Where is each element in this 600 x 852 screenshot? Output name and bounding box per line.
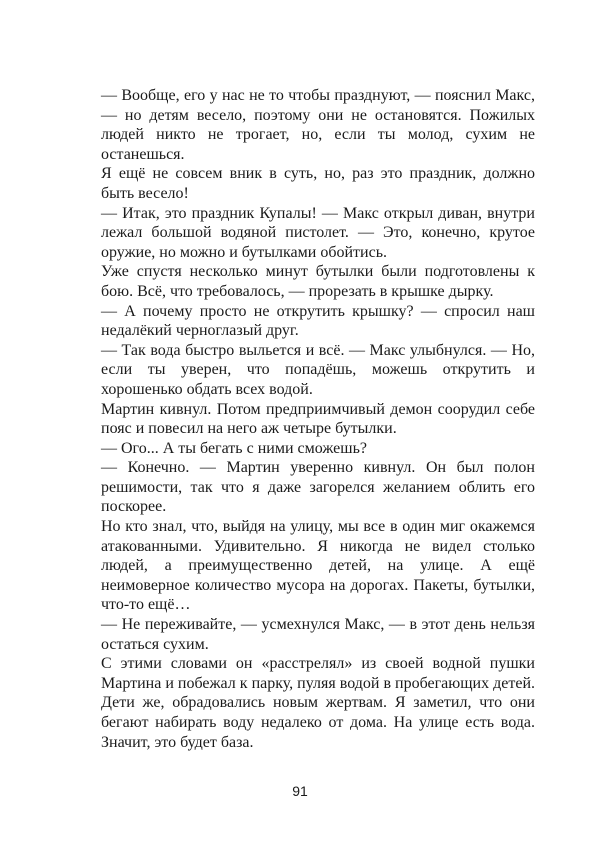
paragraph: — Вообще, его у нас не то чтобы празднуют, — пояснил Макс, — но детям весело, поэтому они не остановятся. Пожилых людей никто не трогает, но, если ты молод, сухим не останешься. [101, 87, 535, 163]
paragraph: Уже спустя несколько минут бутылки были подготовлены к бою. Всё, что требовалось, — прорезать в крышке дырку. [101, 263, 535, 300]
paragraph: — Итак, это праздник Купалы! — Макс открыл диван, внутри лежал большой водяной пистолет. — Это, конечно, крутое оружие, но можно и бутылками обойтись. [101, 204, 535, 261]
paragraph: С этими словами он «расстрелял» из своей водной пушки Мартина и побежал к парку, пуляя водой в пробегающих детей. Дети же, обрадовались новым жертвам. Я заметил, что они бегают набирать воду недалеко от дома. На улице есть вода. Значит, это будет база. [101, 655, 535, 751]
paragraph: Я ещё не совсем вник в суть, но, раз это праздник, должно быть весело! [101, 165, 535, 202]
paragraph: — Так вода быстро выльется и всё. — Макс улыбнулся. — Но, если ты уверен, что попадёшь, можешь открутить и хорошенько обдать всех водой. [101, 341, 535, 398]
paragraph: — Не переживайте, — усмехнулся Макс, — в этот день нельзя остаться сухим. [101, 616, 535, 653]
paragraph: — Ого... А ты бегать с ними сможешь? [101, 439, 367, 457]
paragraph: Мартин кивнул. Потом предприимчивый демон соорудил себе пояс и повесил на него аж четыре бутылки. [101, 400, 535, 438]
paragraph: — А почему просто не открутить крышку? — спросил наш недалёкий черноглазый друг. [101, 302, 535, 340]
page-number: 91 [292, 783, 308, 799]
paragraph: — Конечно. — Мартин уверенно кивнул. Он был полон решимости, так что я даже загорелся желанием облить его поскорее. [101, 459, 535, 516]
text-body [101, 86, 535, 752]
paragraph: Но кто знал, что, выйдя на улицу, мы все в один миг окажемся атакованными. Удивительно. Я никогда не видел столько людей, а преимущественно детей, на улице. А ещё неимоверное количество мусора на дорогах. Пакеты, бутылки, что-то ещё… [101, 518, 535, 614]
